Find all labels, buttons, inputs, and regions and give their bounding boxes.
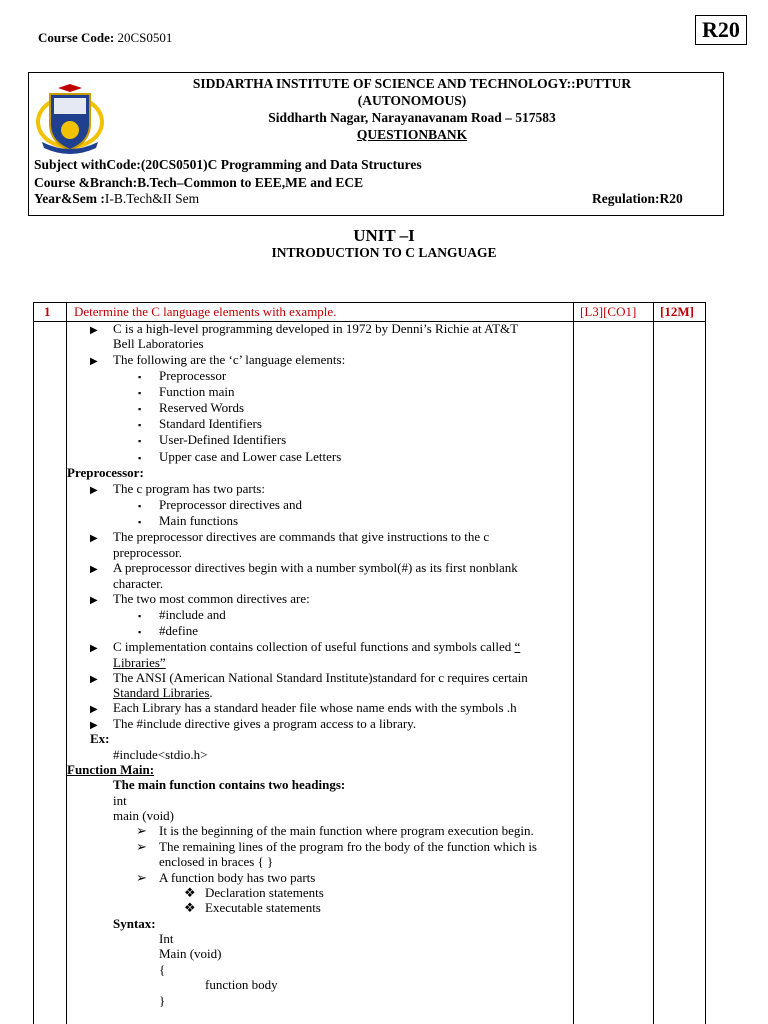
branch-line: Course &Branch:B.Tech–Common to EEE,ME and ECE xyxy=(34,175,364,190)
institute-status: (AUTONOMOUS) xyxy=(357,93,467,108)
course-code xyxy=(38,30,172,46)
body-line: The ANSI (American National Standard Institute)standard for c requires certain xyxy=(113,670,528,685)
arrowhead-bullet-icon: ➢ xyxy=(136,839,147,854)
table-col-divider xyxy=(573,302,574,1024)
regulation-label: Regulation: xyxy=(592,191,660,206)
syntax-line: Int xyxy=(159,931,174,946)
body-line xyxy=(113,639,520,655)
regulation-value: R20 xyxy=(659,191,683,206)
sub-item: Executable statements xyxy=(205,900,321,915)
arrow-bullet-icon: ▶ xyxy=(90,704,98,715)
arrow-bullet-icon: ▶ xyxy=(90,643,98,654)
syntax-line: function body xyxy=(205,977,278,992)
element-item: Standard Identifiers xyxy=(159,416,262,431)
sub-item: Main functions xyxy=(159,513,239,528)
year-sem-value: I-B.Tech&II Sem xyxy=(104,191,200,206)
syntax-line: } xyxy=(159,993,166,1008)
body-line: The following are the ‘c’ language elements: xyxy=(113,352,346,367)
diamond-bullet-icon: ❖ xyxy=(184,900,196,915)
arrow-bullet-icon: ▶ xyxy=(90,485,98,496)
arrow-bullet-icon: ▶ xyxy=(90,674,98,685)
arrow-bullet-icon: ▶ xyxy=(90,720,98,731)
square-bullet-icon: ▪ xyxy=(138,420,142,430)
table-col-divider xyxy=(653,302,654,1024)
body-line: A function body has two parts xyxy=(159,870,316,885)
year-sem-label: Year&Sem : xyxy=(34,191,105,206)
arrow-bullet-icon: ▶ xyxy=(90,356,98,367)
question-marks: [12M] xyxy=(660,304,694,319)
square-bullet-icon: ▪ xyxy=(138,627,142,637)
sub-heading: The main function contains two headings: xyxy=(113,777,346,792)
section-heading: Preprocessor: xyxy=(67,465,144,480)
sub-item: #define xyxy=(159,623,198,638)
institute-logo xyxy=(34,82,106,154)
underlined-text: Standard Libraries xyxy=(113,685,210,700)
body-line: The c program has two parts: xyxy=(113,481,265,496)
body-line: A preprocessor directives begin with a number symbol(#) as its first nonblank xyxy=(113,560,518,575)
body-line: preprocessor. xyxy=(113,545,182,560)
element-item: Preprocessor xyxy=(159,368,227,383)
institute-name: SIDDARTHA INSTITUTE OF SCIENCE AND TECHNOLOGY::PUTTUR xyxy=(192,76,632,91)
body-line: character. xyxy=(113,576,164,591)
sub-item: Preprocessor directives and xyxy=(159,497,302,512)
element-item: User-Defined Identifiers xyxy=(159,432,287,447)
sub-item: Declaration statements xyxy=(205,885,324,900)
regulation-box: R20 xyxy=(695,15,747,45)
body-line: Each Library has a standard header file whose name ends with the symbols .h xyxy=(113,700,517,715)
square-bullet-icon: ▪ xyxy=(138,436,142,446)
square-bullet-icon: ▪ xyxy=(138,501,142,511)
body-line: Bell Laboratories xyxy=(113,336,204,351)
arrowhead-bullet-icon: ➢ xyxy=(136,870,147,885)
question-number: 1 xyxy=(44,304,51,319)
body-line xyxy=(113,685,213,701)
body-line: It is the beginning of the main function where program execution begin. xyxy=(159,823,534,838)
square-bullet-icon: ▪ xyxy=(138,453,142,463)
subject-line: Subject withCode:(20CS0501)C Programming and Data Structures xyxy=(34,157,422,172)
course-code-value: 20CS0501 xyxy=(114,30,173,45)
sub-item: #include and xyxy=(159,607,226,622)
unit-title: UNIT –I xyxy=(353,226,415,245)
example-code: #include<stdio.h> xyxy=(113,747,208,762)
arrow-bullet-icon: ▶ xyxy=(90,564,98,575)
body-line: int xyxy=(113,793,127,808)
course-code-label: Course Code: xyxy=(38,30,115,45)
body-text: C implementation contains collection of useful functions and symbols called xyxy=(113,639,515,654)
table-top-border xyxy=(33,302,705,303)
square-bullet-icon: ▪ xyxy=(138,404,142,414)
syntax-label: Syntax: xyxy=(113,916,156,931)
body-line: C is a high-level programming developed in 1972 by Denni’s Richie at AT&T xyxy=(113,321,519,336)
syntax-line: { xyxy=(159,962,166,977)
body-line: The remaining lines of the program fro the body of the function which is xyxy=(159,839,537,854)
square-bullet-icon: ▪ xyxy=(138,388,142,398)
body-line: The #include directive gives a program access to a library. xyxy=(113,716,417,731)
body-line: enclosed in braces { } xyxy=(159,854,274,869)
example-label: Ex: xyxy=(90,731,110,746)
body-line: The preprocessor directives are commands that give instructions to the c xyxy=(113,529,490,544)
table-left-border xyxy=(33,302,34,1024)
diamond-bullet-icon: ❖ xyxy=(184,885,196,900)
arrow-bullet-icon: ▶ xyxy=(90,595,98,606)
arrow-bullet-icon: ▶ xyxy=(90,533,98,544)
body-line: main (void) xyxy=(113,808,175,823)
square-bullet-icon: ▪ xyxy=(138,517,142,527)
table-right-border xyxy=(705,302,706,1024)
regulation-line xyxy=(592,191,683,207)
element-item: Upper case and Lower case Letters xyxy=(159,449,342,464)
arrowhead-bullet-icon: ➢ xyxy=(136,823,147,838)
element-item: Function main xyxy=(159,384,235,399)
square-bullet-icon: ▪ xyxy=(138,611,142,621)
underlined-text: “ xyxy=(514,639,521,654)
institute-address: Siddharth Nagar, Narayanavanam Road – 517583 xyxy=(268,110,556,125)
body-line: The two most common directives are: xyxy=(113,591,310,606)
body-line: Libraries” xyxy=(113,655,166,670)
section-heading: Function Main: xyxy=(67,762,155,777)
document-title: QUESTIONBANK xyxy=(356,127,468,142)
arrow-bullet-icon: ▶ xyxy=(90,325,98,336)
unit-subtitle: INTRODUCTION TO C LANGUAGE xyxy=(271,245,497,260)
question-text: Determine the C language elements with example. xyxy=(74,304,337,319)
question-level: [L3][CO1] xyxy=(580,304,637,319)
element-item: Reserved Words xyxy=(159,400,245,415)
syntax-line: Main (void) xyxy=(159,946,222,961)
body-text: . xyxy=(209,685,213,700)
square-bullet-icon: ▪ xyxy=(138,372,142,382)
table-col-divider xyxy=(66,302,67,1024)
year-sem-line xyxy=(34,191,199,207)
